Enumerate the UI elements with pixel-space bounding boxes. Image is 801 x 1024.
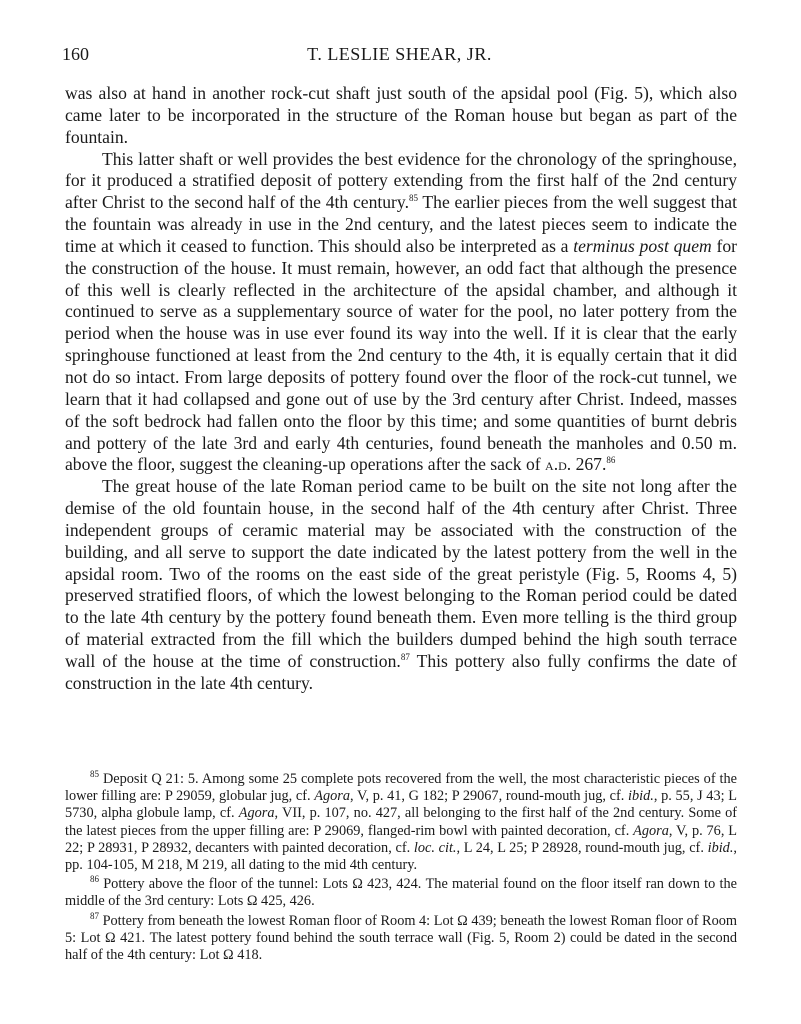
footnote-85-text-4: , VII, p. 107, no. 427, all belonging to the first half of the 2nd century. Some of the latest pieces from the upper filling are: P 29069, flanged-rim bowl with painted decoration, cf. <box>65 805 737 839</box>
footnote-ref-86: 86 <box>606 455 616 466</box>
footnote-number: 85 <box>90 769 99 780</box>
era-abbreviation: a.d. <box>545 454 572 475</box>
footnote-87 <box>65 910 737 965</box>
footnote-86-text: Pottery above the floor of the tunnel: Lots Ω 423, 424. The material found on the floor itself ran down to the middle of the 3rd century: Lots Ω 425, 426. <box>65 876 737 910</box>
paragraph-2 <box>65 149 737 477</box>
citation-italic: loc. cit. <box>413 839 457 856</box>
footnote-85 <box>65 771 737 874</box>
footnote-85-text-5: , V, p. 76, L 22; P 28931, P 28932, decanters with painted decoration, cf. <box>65 822 737 856</box>
footnote-ref-85: 85 <box>408 193 418 204</box>
main-text <box>65 83 737 695</box>
latin-phrase: terminus post quem <box>573 235 712 256</box>
footnotes <box>65 771 737 966</box>
paragraph-1: was also at hand in another rock-cut shaft just south of the apsidal pool (Fig. 5), which also came later to be incorporated in the structure of the Roman house but began as part of the fountain. <box>65 83 737 147</box>
footnote-85-text-6: , L 24, L 25; P 28928, round-mouth jug, cf. <box>456 839 708 856</box>
footnote-85-text-3: , p. 55, J 43; L 5730, alpha globule lamp, cf. <box>65 788 737 822</box>
page-number: 160 <box>62 44 89 64</box>
footnote-86 <box>65 876 737 910</box>
paragraph-2-text-2: The earlier pieces from the well suggest that the fountain was already in use in the 2nd century, and the latest pieces seem to indicate the time at which it ceased to function. This should also be interpreted as a <box>65 192 738 256</box>
footnote-number: 86 <box>90 874 99 885</box>
citation-italic: ibid. <box>707 839 734 856</box>
footnote-ref-87: 87 <box>400 652 410 663</box>
paragraph-3-text-1: The great house of the late Roman period came to be built on the site not long after the demise of the old fountain house, in the second half of the 4th century after Christ. Three independent groups of ceramic material may be associated with the construction of the building, and all serve to support the date indicated by the latest pottery from the well in the apsidal room. Two of the rooms on the east side of the great peristyle (Fig. 5, Rooms 4, 5) preserved stratified floors, of which the lowest belonging to the Roman period could be dated to the late 4th century by the pottery found beneath them. Even more telling is the third group of material extracted from the fill which the builders dumped behind the high south terrace wall of the house at the time of construction. <box>65 476 737 671</box>
citation-italic: Agora <box>633 822 669 839</box>
page-header <box>62 44 737 68</box>
citation-italic: Agora <box>314 788 350 805</box>
footnote-87-text: Pottery from beneath the lowest Roman floor of Room 4: Lot Ω 439; beneath the lowest Roman floor of Room 5: Lot Ω 421. The latest pottery found behind the south terrace wall (Fig. 5, Room 2) could be dated in the second half of the 4th century: Lot Ω 418. <box>65 912 737 964</box>
citation-italic: Agora <box>238 805 275 822</box>
paragraph-3-text-2: This pottery also fully confirms the date of construction in the late 4th century. <box>65 650 737 693</box>
footnote-85-text-1: Deposit Q 21: 5. Among some 25 complete pots recovered from the well, the most characteristic pieces of the lower filling are: P 29059, globular jug, cf. <box>65 771 737 805</box>
paragraph-3 <box>65 476 737 694</box>
paragraph-2-text-4: 267. <box>571 454 607 475</box>
footnote-85-text-7: , pp. 104-105, M 218, M 219, all dating to the mid 4th century. <box>65 839 737 874</box>
running-title: T. LESLIE SHEAR, JR. <box>307 44 492 64</box>
footnote-number: 87 <box>90 910 99 921</box>
footnote-85-text-2: , V, p. 41, G 182; P 29067, round-mouth jug, cf. <box>349 788 629 805</box>
citation-italic: ibid. <box>628 788 654 805</box>
paragraph-2-text-3: for the construction of the house. It must remain, however, an odd fact that although the presence of this well is clearly reflected in the architecture of the apsidal chamber, and although it continued to serve as a supplementary source of water for the pool, no later pottery from the period when the house was in use ever found its way into the well. If it is clear that the early springhouse functioned at least from the 2nd century to the 4th, it is equally certain that it did not do so intact. From large deposits of pottery found over the floor of the rock-cut tunnel, we learn that it had collapsed and gone out of use by the 3rd century after Christ. Indeed, masses of the soft bedrock had fallen onto the floor by this time; and some quantities of burnt debris and pottery of the late 3rd and early 4th centuries, found beneath the manholes and 0.50 m. above the floor, suggest the cleaning-up operations after the sack of <box>65 235 738 475</box>
paragraph-2-text-1: This latter shaft or well provides the best evidence for the chronology of the springhouse, for it produced a stratified deposit of pottery extending from the first half of the 2nd century after Christ to the second half of the 4th century. <box>65 148 737 213</box>
